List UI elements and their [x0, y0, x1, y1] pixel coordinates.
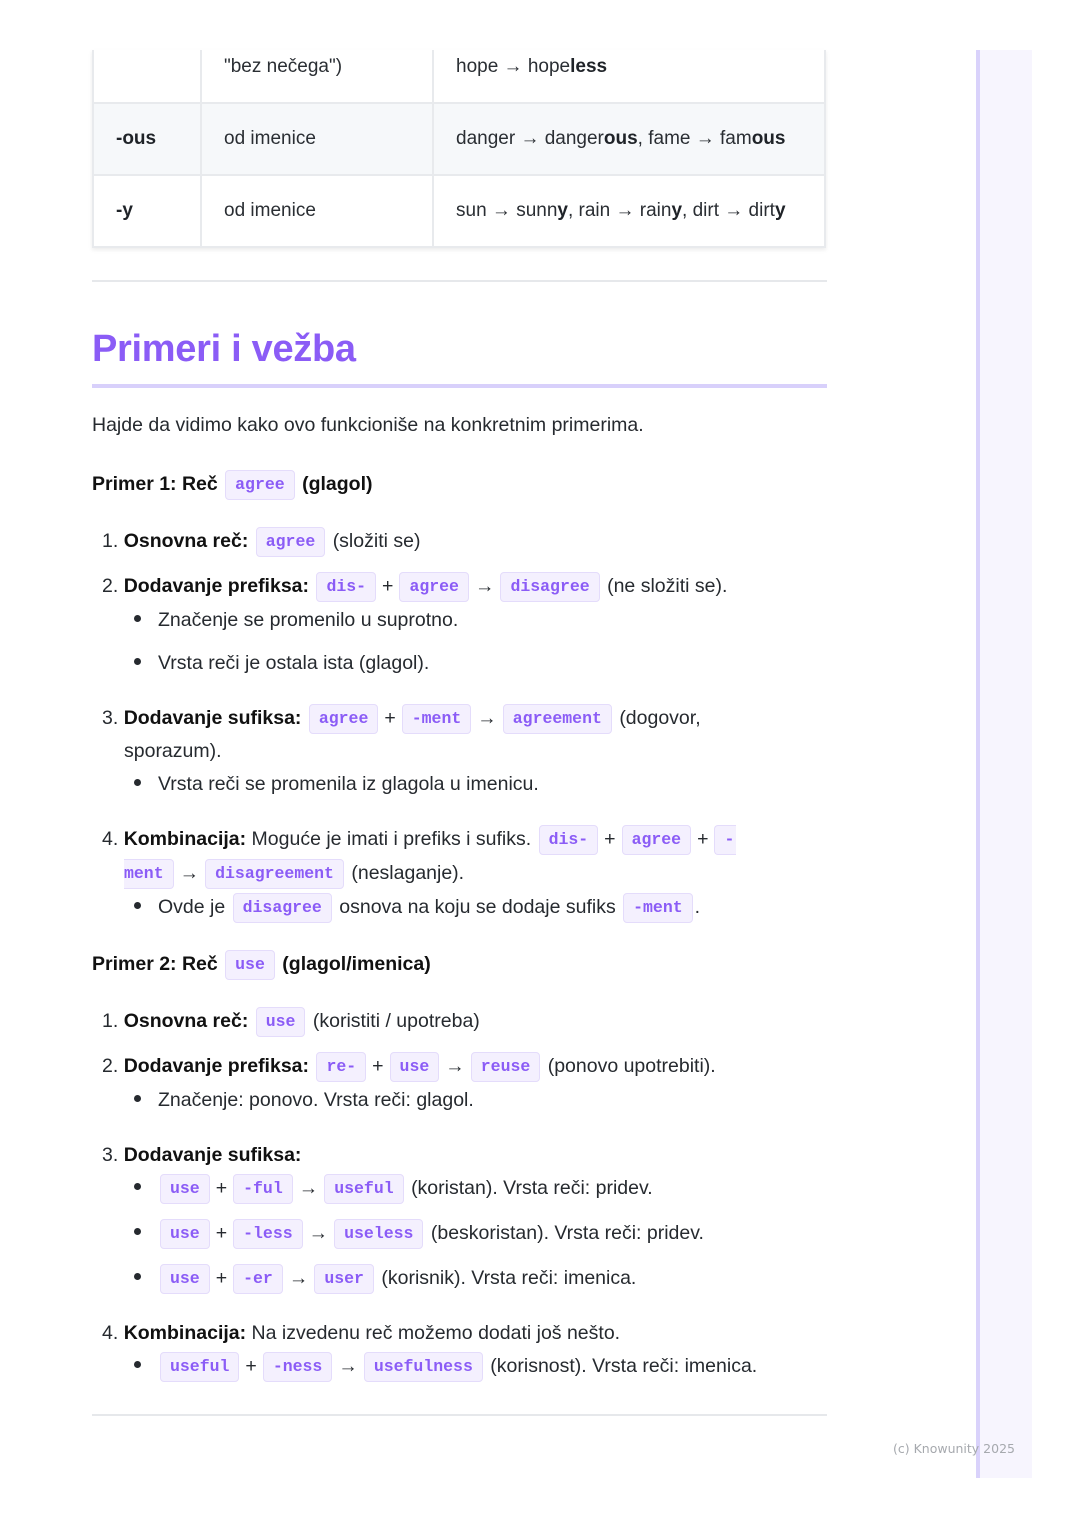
list-item-continuation: ment → disagreement (neslaganje).	[124, 858, 464, 889]
bullet-item: Značenje se promenilo u suprotno.	[134, 605, 458, 635]
code-chip: ment	[124, 859, 174, 889]
code-chip: useful	[324, 1174, 403, 1204]
code-chip: use	[390, 1052, 440, 1082]
copyright-footer: (c) Knowunity 2025	[893, 1441, 1015, 1456]
code-chip: -less	[233, 1219, 303, 1249]
suffix-cell: -ous	[93, 103, 201, 175]
example-cell: danger → dangerous, fame → famous	[433, 103, 825, 175]
code-chip: disagree	[233, 893, 332, 923]
code-chip: useful	[160, 1352, 239, 1382]
bullet-item: Vrsta reči je ostala ista (glagol).	[134, 648, 429, 678]
suffix-cell	[93, 50, 201, 103]
list-item: 1. Osnovna reč: agree (složiti se)	[102, 526, 420, 557]
section-title: Primeri i vežba	[92, 328, 356, 370]
code-chip: dis-	[539, 825, 599, 855]
code-chip: -ment	[623, 893, 693, 923]
list-item: 3. Dodavanje sufiksa:	[102, 1144, 302, 1166]
bullet-icon	[134, 779, 141, 786]
list-item: 3. Dodavanje sufiksa: agree + -ment → agreement (dogovor,	[102, 703, 701, 734]
example-cell: hope → hopeless	[433, 50, 825, 103]
code-chip: -er	[233, 1264, 283, 1294]
divider	[92, 1414, 827, 1416]
bullet-icon	[134, 1095, 141, 1102]
code-chip: -ful	[233, 1174, 293, 1204]
bullet-icon	[134, 1273, 141, 1280]
code-chip: agree	[256, 527, 326, 557]
list-item-continuation: sporazum).	[124, 740, 222, 762]
example-cell: sun → sunny, rain → rainy, dirt → dirty	[433, 175, 825, 247]
bullet-icon	[134, 1361, 141, 1368]
code-chip: re-	[316, 1052, 366, 1082]
arrow-icon: →	[179, 862, 200, 884]
intro-paragraph: Hajde da vidimo kako ovo funkcioniše na konkretnim primerima.	[92, 414, 644, 436]
code-chip: -ness	[263, 1352, 333, 1382]
bullet-item: Značenje: ponovo. Vrsta reči: glagol.	[134, 1085, 474, 1115]
suffix-table	[92, 50, 826, 248]
bullet-item: use + -ful → useful (koristan). Vrsta reči: pridev.	[134, 1173, 653, 1204]
code-chip: user	[314, 1264, 374, 1294]
code-chip: reuse	[471, 1052, 541, 1082]
code-chip: agree	[225, 470, 295, 500]
bullet-item: use + -less → useless (beskoristan). Vrsta reči: pridev.	[134, 1218, 704, 1249]
arrow-icon: →	[474, 575, 495, 597]
example1-heading: Primer 1: Reč agree (glagol)	[92, 470, 373, 500]
list-item: 4. Kombinacija: Moguće je imati i prefiks i sufiks. dis- + agree + -	[102, 824, 738, 855]
code-chip: use	[160, 1219, 210, 1249]
list-item: 2. Dodavanje prefiksa: re- + use → reuse (ponovo upotrebiti).	[102, 1051, 716, 1082]
bullet-icon	[134, 615, 141, 622]
code-chip: -ment	[402, 704, 472, 734]
code-chip: disagree	[500, 572, 599, 602]
bullet-item: use + -er → user (korisnik). Vrsta reči: imenica.	[134, 1263, 636, 1294]
bullet-icon	[134, 658, 141, 665]
code-chip: use	[160, 1174, 210, 1204]
list-item: 2. Dodavanje prefiksa: dis- + agree → disagree (ne složiti se).	[102, 571, 727, 602]
code-chip: use	[225, 950, 275, 980]
arrow-icon: →	[288, 1267, 309, 1289]
code-chip: use	[256, 1007, 306, 1037]
title-underline	[92, 384, 827, 388]
arrow-icon: →	[445, 1055, 465, 1077]
arrow-icon: →	[308, 1222, 329, 1244]
code-chip: agree	[399, 572, 469, 602]
table-row	[93, 50, 825, 103]
table-row	[93, 103, 825, 175]
list-item: 4. Kombinacija: Na izvedenu reč možemo dodati još nešto.	[102, 1322, 621, 1344]
suffix-cell: -y	[93, 175, 201, 247]
bullet-item: useful + -ness → usefulness (korisnost). Vrsta reči: imenica.	[134, 1351, 757, 1382]
divider	[92, 280, 827, 282]
code-chip: disagreement	[205, 859, 344, 889]
arrow-icon: →	[298, 1177, 319, 1199]
table-row	[93, 175, 825, 247]
meaning-cell: od imenice	[201, 103, 433, 175]
arrow-icon: →	[477, 707, 497, 729]
bullet-icon	[134, 902, 141, 909]
code-chip: usefulness	[364, 1352, 483, 1382]
code-chip: agreement	[503, 704, 612, 734]
arrow-icon: →	[338, 1355, 358, 1377]
meaning-cell: "bez nečega")	[201, 50, 433, 103]
code-chip: -	[714, 825, 736, 855]
code-chip: agree	[622, 825, 692, 855]
bullet-item: Ovde je disagree osnova na koju se dodaje sufiks -ment .	[134, 892, 700, 923]
example2-heading: Primer 2: Reč use (glagol/imenica)	[92, 950, 431, 980]
bullet-icon	[134, 1228, 141, 1235]
list-item: 1. Osnovna reč: use (koristiti / upotreba)	[102, 1006, 480, 1037]
side-panel	[976, 50, 1032, 1478]
code-chip: agree	[309, 704, 379, 734]
meaning-cell: od imenice	[201, 175, 433, 247]
code-chip: useless	[334, 1219, 423, 1249]
bullet-icon	[134, 1183, 141, 1190]
code-chip: use	[160, 1264, 210, 1294]
bullet-item: Vrsta reči se promenila iz glagola u imenicu.	[134, 769, 539, 799]
code-chip: dis-	[316, 572, 376, 602]
